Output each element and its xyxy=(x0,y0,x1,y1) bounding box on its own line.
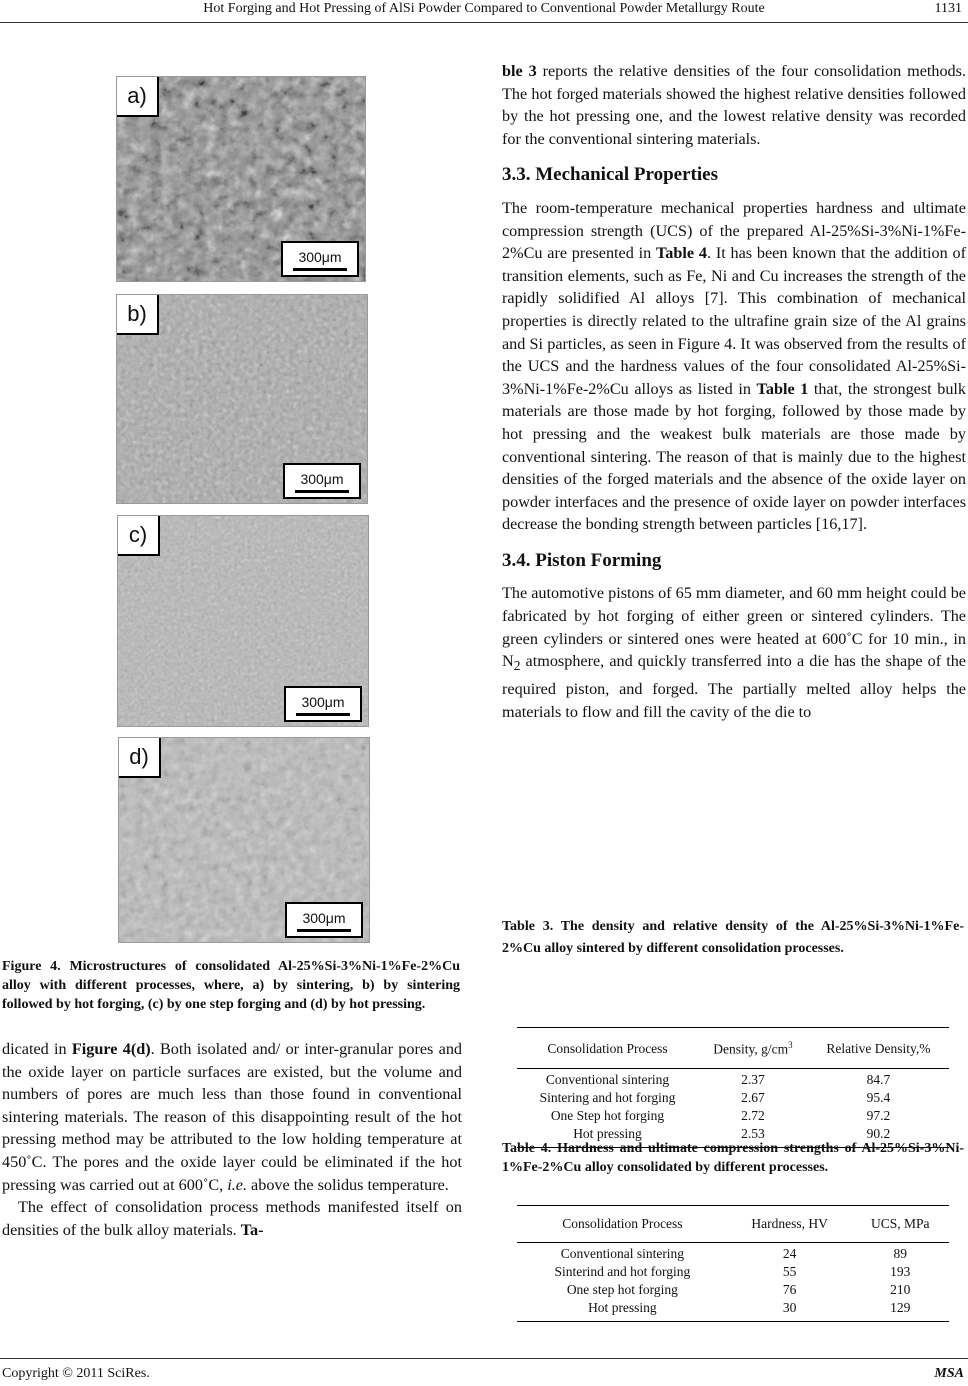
table-cell: One step hot forging xyxy=(566,1282,678,1297)
text-run: that, the strongest bulk materials are those made by hot forging, followed by those made by hot pressing and the weakest bulk materials are those made by conventional sintering. The reason of that is mainly due to the highest densities of the forged materials and the absence of the oxide layer on powder interfaces and the presence of oxide layer on powder interfaces decrease the bonding strength between particles [16,17]. xyxy=(502,379,967,534)
table-cell: One Step hot forging xyxy=(550,1107,665,1123)
right-paragraph-3-3 xyxy=(502,197,966,536)
text-run: atmosphere, and quickly transferred into a die has the shape of the required piston, and forged. The partially melted alloy helps the materials to flow and fill the cavity of the die to xyxy=(502,652,966,721)
table-cell: Conventional sintering xyxy=(560,1246,685,1261)
table-cell: 193 xyxy=(890,1264,911,1279)
table-ref: ble 3 xyxy=(502,62,537,80)
right-column-text xyxy=(502,60,966,723)
table-4-caption: Table 4. Hardness and ultimate compression strengths of Al-25%Si-3%Ni-1%Fe-2%Cu alloy consolidated by different processes. xyxy=(502,1141,964,1175)
table-4-header-hardness: Hardness, HV xyxy=(751,1216,828,1231)
table-cell: 129 xyxy=(890,1300,911,1315)
scale-bar-b xyxy=(283,463,361,499)
table-3-caption: Table 3. The density and relative density of the Al-25%Si-3%Ni-1%Fe-2%Cu alloy sintered by different consolidation processes. xyxy=(502,919,964,956)
table-row xyxy=(517,1089,949,1107)
scale-bar-d xyxy=(285,902,363,938)
panel-label-b: b) xyxy=(116,294,159,335)
panel-label-a: a) xyxy=(116,76,159,117)
table-cell: Sintering and hot forging xyxy=(539,1089,676,1105)
table-cell: 95.4 xyxy=(866,1089,891,1105)
table-3-header-process: Consolidation Process xyxy=(547,1040,668,1056)
table-cell: 89 xyxy=(893,1246,908,1261)
table-ref: Table 4 xyxy=(656,244,707,263)
scale-bar-c-text: 300μm xyxy=(301,694,345,710)
table-row xyxy=(517,1243,949,1264)
footer-rule xyxy=(0,1358,968,1359)
table-cell: 97.2 xyxy=(866,1107,891,1123)
scale-bar-a-text: 300μm xyxy=(298,249,342,265)
table-cell: 2.37 xyxy=(741,1071,765,1087)
table-cell: 210 xyxy=(890,1282,911,1297)
table-3-header-density-sup: 3 xyxy=(788,1040,793,1050)
text-run: . Both isolated and/ or inter-granular pores and the oxide layer on particle surfaces are existed, but the volume and numbers of pores are much less than those found in conventional sintering materials. The reason of this disappointing result of the hot pressing method may be attributed to the low holding temperature at 450˚C. The pores and the oxide layer could be eliminated if the hot pressing was carried out at 600˚C, xyxy=(2,1040,463,1194)
running-header-title: Hot Forging and Hot Pressing of AlSi Powder Compared to Conventional Powder Metallurgy Route xyxy=(203,1,765,16)
left-paragraph-2 xyxy=(2,1196,462,1241)
table-cell: 90.2 xyxy=(866,1125,891,1141)
left-column-text xyxy=(2,1038,462,1241)
table-cell: Sinterind and hot forging xyxy=(554,1264,691,1279)
text-run: dicated in xyxy=(2,1040,72,1058)
right-paragraph-3-4 xyxy=(502,582,966,723)
micrograph-d xyxy=(118,737,370,943)
micrograph-b xyxy=(116,294,368,504)
table-4-header-row xyxy=(517,1206,949,1243)
table-row xyxy=(517,1068,949,1089)
table-3 xyxy=(517,1027,949,1148)
table-cell: 24 xyxy=(782,1246,797,1261)
panel-label-d: d) xyxy=(118,737,161,778)
right-paragraph-0 xyxy=(502,60,966,150)
subscript: 2 xyxy=(513,658,521,674)
micrograph-a xyxy=(116,76,366,282)
table-row xyxy=(517,1281,949,1299)
section-heading-3-4: 3.4. Piston Forming xyxy=(502,549,662,571)
table-3-header-density-text: Density, g/cm xyxy=(713,1041,789,1057)
table-cell: 2.67 xyxy=(741,1089,765,1105)
table-ref: Table 1 xyxy=(756,379,809,398)
table-cell: 55 xyxy=(782,1264,797,1279)
left-paragraph-1 xyxy=(2,1038,462,1196)
table-cell: 76 xyxy=(782,1282,797,1297)
scale-bar-d-text: 300μm xyxy=(302,910,346,926)
table-4 xyxy=(517,1205,949,1322)
figure-ref: Figure 4(d) xyxy=(71,1040,151,1058)
copyright-notice: Copyright © 2011 SciRes. xyxy=(2,1366,150,1381)
table-cell: Conventional sintering xyxy=(545,1071,670,1087)
table-cell: Hot pressing xyxy=(573,1125,642,1141)
section-heading-3-3: 3.3. Mechanical Properties xyxy=(502,164,718,186)
text-run: The automotive pistons of 65 mm diameter, and 60 mm height could be fabricated by hot forging of either green or sintered cylinders. The green cylinders or sintered ones were heated at 600˚C for 10 min., in N xyxy=(502,584,966,671)
table-4-header-ucs: UCS, MPa xyxy=(871,1216,930,1231)
table-cell: 30 xyxy=(782,1300,797,1315)
table-3-header-relative-density: Relative Density,% xyxy=(826,1040,931,1056)
text-run-italic: i.e. xyxy=(227,1175,247,1194)
scale-bar-b-text: 300μm xyxy=(300,471,344,487)
text-run: reports the relative densities of the four consolidation methods. The hot forged materials showed the highest relative densities followed by the hot pressing one, and the lowest relative density was recorded for the conventional sintering materials. xyxy=(502,62,967,148)
text-run: . It has been known that the addition of transition elements, such as Fe, Ni and Cu increases the strength of the rapidly solidified Al alloys [7]. This combination of mechanical properties is directly related to the ultrafine grain size of the Al grains and Si particles, as seen in Figure 4. It was observed from the results of the UCS and the hardness values of the four consolidated Al-25%Si-3%Ni-1%Fe-2%Cu alloys as listed in xyxy=(502,244,967,398)
micrograph-c xyxy=(117,515,369,727)
journal-abbreviation: MSA xyxy=(934,1366,964,1381)
table-row xyxy=(517,1107,949,1125)
table-3-header-density xyxy=(698,1028,808,1069)
text-run: The effect of consolidation process methods manifested itself on densities of the bulk alloy materials. xyxy=(2,1198,462,1239)
panel-label-c: c) xyxy=(117,515,160,556)
table-cell: Hot pressing xyxy=(588,1300,657,1315)
figure-4-caption-text: Figure 4. Microstructures of consolidated Al-25%Si-3%Ni-1%Fe-2%Cu alloy with different processes, where, a) by sintering, b) by sintering followed by hot forging, (c) by one step forging and (d) by hot pressing. xyxy=(2,959,460,1012)
figure-4-caption xyxy=(2,957,460,1014)
table-row xyxy=(517,1263,949,1281)
table-4-header-process: Consolidation Process xyxy=(562,1216,683,1231)
table-row xyxy=(517,1299,949,1322)
scale-bar-c xyxy=(284,686,362,722)
scale-bar-a xyxy=(281,241,359,277)
table-cell: 2.53 xyxy=(741,1125,765,1141)
page-number: 1131 xyxy=(934,1,962,16)
text-run: The room-temperature mechanical properties hardness and ultimate compression strength (UCS) of the prepared Al-25%Si-3%Ni-1%Fe-2%Cu are presented in xyxy=(502,198,966,263)
table-ref: Ta- xyxy=(240,1220,264,1239)
table-cell: 2.72 xyxy=(741,1107,765,1123)
header-rule xyxy=(0,22,968,23)
table-3-header-row xyxy=(517,1028,949,1069)
text-run: above the solidus temperature. xyxy=(247,1175,449,1194)
table-cell: 84.7 xyxy=(866,1071,891,1087)
